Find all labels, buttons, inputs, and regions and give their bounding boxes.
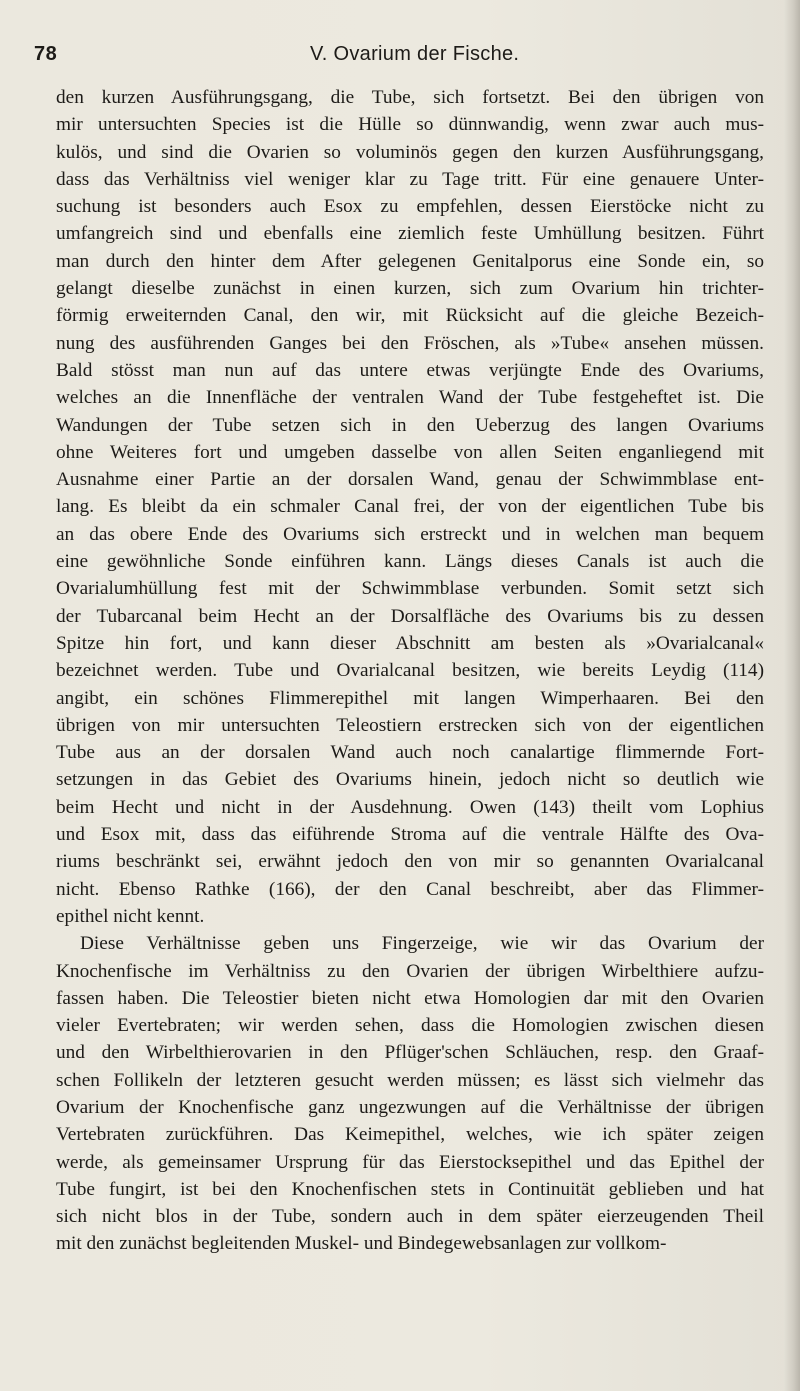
text-line: Diese Verhältnisse geben uns Fingerzeige, wie wir das Ovarium der [80, 933, 764, 955]
text-line: angibt, ein schönes Flimmerepithel mit langen Wimperhaaren. Bei den [56, 687, 764, 709]
text-line: Ausnahme einer Partie an der dorsalen Wand, genau der Schwimmblase ent- [56, 469, 764, 491]
text-line: sich nicht blos in der Tube, sondern auch in dem später eierzeugenden Theil [56, 1206, 764, 1228]
page-header [34, 43, 760, 83]
text-line: Knochenfische im Verhältniss zu den Ovarien der übrigen Wirbelthiere aufzu- [56, 960, 764, 982]
text-line: Bald stösst man nun auf das untere etwas verjüngte Ende des Ovariums, [56, 359, 764, 381]
running-head: V. Ovarium der Fische. [310, 43, 520, 65]
text-line: an das obere Ende des Ovariums sich erstreckt und in welchen man bequem [56, 523, 764, 545]
text-line: epithel nicht kennt. [56, 905, 205, 927]
text-line: Tube fungirt, ist bei den Knochenfischen stets in Continuität geblieben und hat [56, 1178, 764, 1200]
text-line: gelangt dieselbe zunächst in einen kurzen, sich zum Ovarium hin trichter- [56, 278, 764, 300]
text-line: und den Wirbelthierovarien in den Pflüger'schen Schläuchen, resp. den Graaf- [56, 1042, 764, 1064]
text-line: welches an die Innenfläche der ventralen Wand der Tube festgeheftet ist. Die [56, 387, 764, 409]
text-line: lang. Es bleibt da ein schmaler Canal frei, der von der eigentlichen Tube bis [56, 496, 764, 518]
text-line: suchung ist besonders auch Esox zu empfehlen, dessen Eierstöcke nicht zu [56, 196, 764, 218]
text-line: werde, als gemeinsamer Ursprung für das Eierstocksepithel und das Epithel der [56, 1151, 764, 1173]
page-edge-shadow [784, 0, 800, 1391]
text-line: nung des ausführenden Ganges bei den Fröschen, als »Tube« ansehen müssen. [56, 332, 764, 354]
text-line: mir untersuchten Species ist die Hülle so dünnwandig, wenn zwar auch mus- [56, 114, 764, 136]
body-text [56, 84, 764, 1258]
text-line: Ovarialumhüllung fest mit der Schwimmblase verbunden. Somit setzt sich [56, 578, 764, 600]
text-line: eine gewöhnliche Sonde einführen kann. Längs dieses Canals ist auch die [56, 551, 764, 573]
text-line: bezeichnet werden. Tube und Ovarialcanal besitzen, wie bereits Leydig (114) [56, 660, 764, 682]
text-line: der Tubarcanal beim Hecht an der Dorsalfläche des Ovariums bis zu dessen [56, 605, 764, 627]
text-line: kulös, und sind die Ovarien so voluminös gegen den kurzen Ausführungsgang, [56, 141, 764, 163]
paragraph [56, 930, 764, 1258]
paragraph [56, 84, 764, 930]
text-line: beim Hecht und nicht in der Ausdehnung. Owen (143) theilt vom Lophius [56, 796, 764, 818]
text-line: man durch den hinter dem After gelegenen Genitalporus eine Sonde ein, so [56, 250, 764, 272]
text-line: und Esox mit, dass das eiführende Stroma auf die ventrale Hälfte des Ova- [56, 824, 764, 846]
text-line: den kurzen Ausführungsgang, die Tube, sich fortsetzt. Bei den übrigen von [56, 87, 764, 108]
text-line: förmig erweiternden Canal, den wir, mit Rücksicht auf die gleiche Bezeich- [56, 305, 764, 327]
text-line: dass das Verhältniss viel weniger klar zu Tage tritt. Für eine genauere Unter- [56, 168, 764, 190]
text-line: fassen haben. Die Teleostier bieten nicht etwa Homologien dar mit den Ovarien [56, 987, 764, 1009]
text-line: nicht. Ebenso Rathke (166), der den Canal beschreibt, aber das Flimmer- [56, 878, 764, 900]
text-line: riums beschränkt sei, erwähnt jedoch den von mir so genannten Ovarialcanal [56, 851, 764, 873]
text-line: Ovarium der Knochenfische ganz ungezwungen auf die Verhältnisse der übrigen [56, 1096, 764, 1118]
text-line: schen Follikeln der letzteren gesucht werden müssen; es lässt sich vielmehr das [56, 1069, 764, 1091]
text-line: übrigen von mir untersuchten Teleostiern erstrecken sich von der eigentlichen [56, 714, 764, 736]
text-line: setzungen in das Gebiet des Ovariums hinein, jedoch nicht so deutlich wie [56, 769, 764, 791]
text-line: Tube aus an der dorsalen Wand auch noch canalartige flimmernde Fort- [56, 742, 764, 764]
text-line: Vertebraten zurückführen. Das Keimepithel, welches, wie ich später zeigen [56, 1124, 764, 1146]
text-line: ohne Weiteres fort und umgeben dasselbe von allen Seiten enganliegend mit [56, 441, 764, 463]
text-line: vieler Evertebraten; wir werden sehen, dass die Homologien zwischen diesen [56, 1015, 764, 1037]
text-line: Wandungen der Tube setzen sich in den Ueberzug des langen Ovariums [56, 414, 764, 436]
text-line: Spitze hin fort, und kann dieser Abschnitt am besten als »Ovarialcanal« [56, 632, 764, 654]
text-line: umfangreich sind und ebenfalls eine ziemlich feste Umhüllung besitzen. Führt [56, 223, 764, 245]
text-line: mit den zunächst begleitenden Muskel- und Bindegewebsanlagen zur vollkom- [56, 1233, 667, 1255]
page-number: 78 [34, 43, 58, 65]
